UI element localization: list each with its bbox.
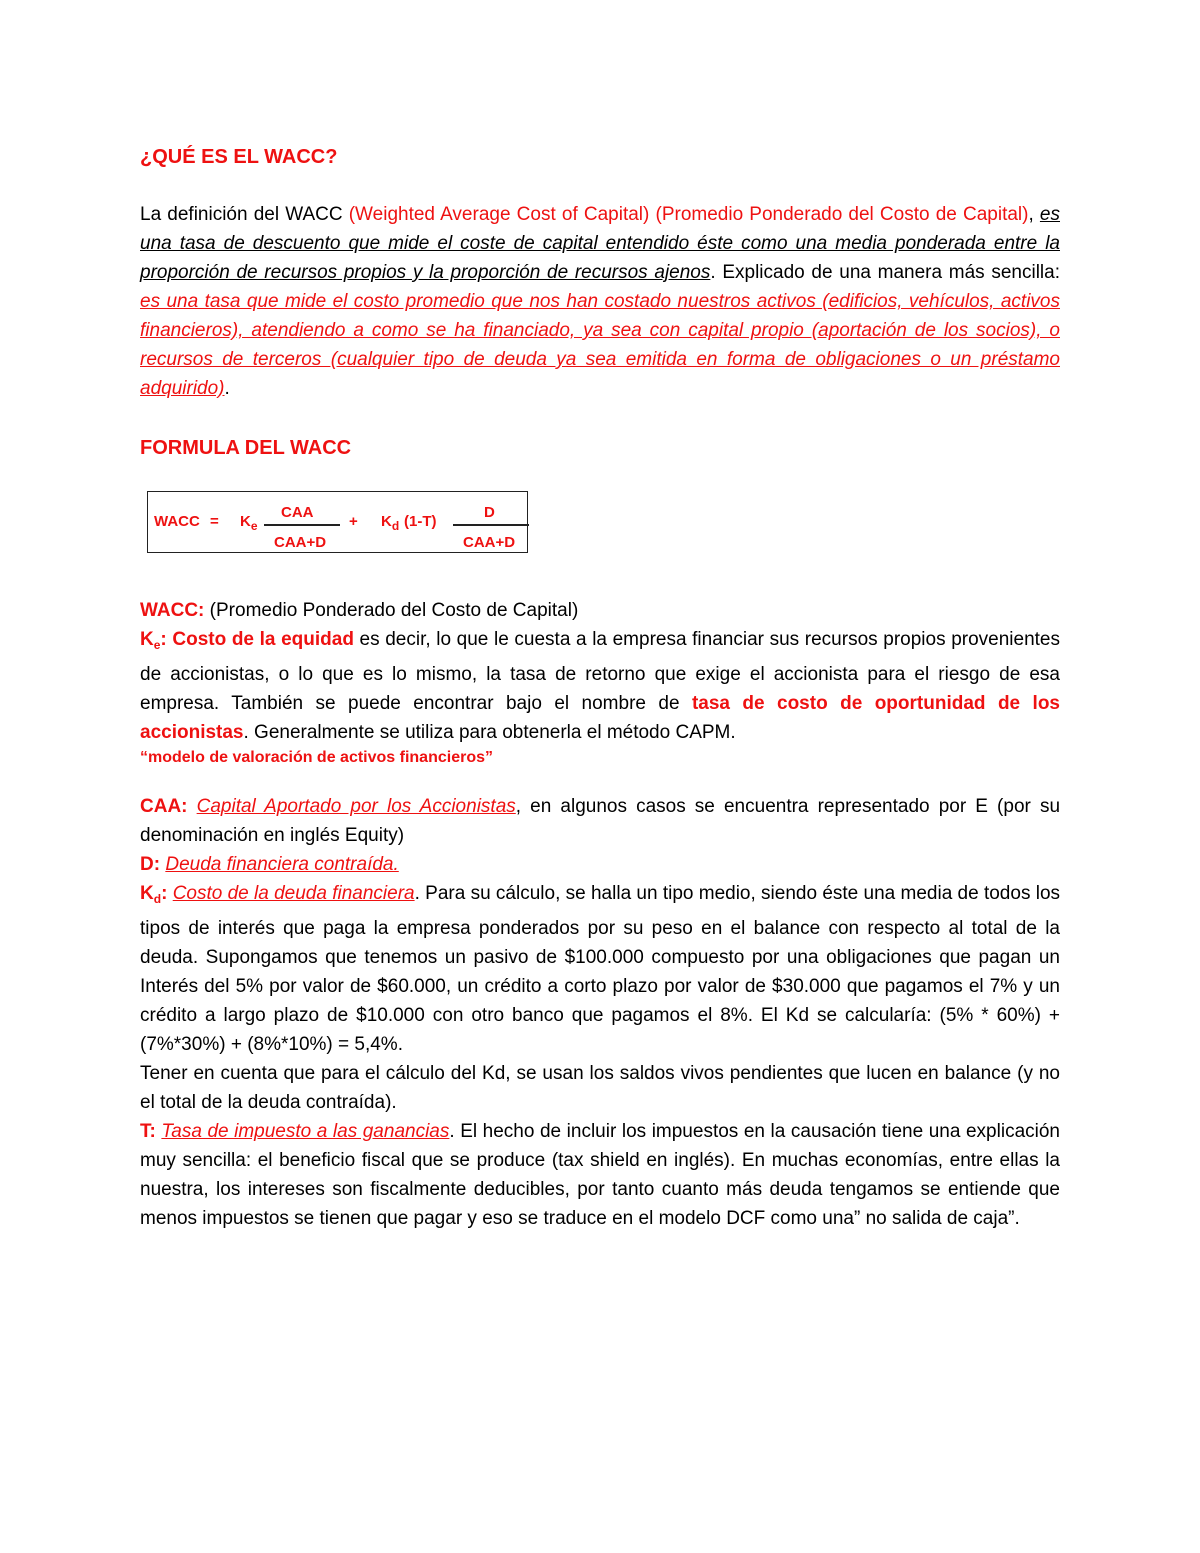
kd-definition: [140, 879, 1060, 1059]
formula-lhs: WACC: [154, 513, 200, 530]
formula-tax-term: (1-T): [404, 513, 437, 530]
formula-heading: FORMULA DEL WACC: [140, 437, 352, 459]
kd-note: Tener en cuenta que para el cálculo del Kd, se usan los saldos vivos pendientes que lucen en balance (y no el total de la deuda contraída).: [140, 1063, 1060, 1113]
wacc-expansion: (Weighted Average Cost of Capital) (Promedio Ponderado del Costo de Capital): [348, 204, 1029, 225]
capm-quote: “modelo de valoración de activos financieros”: [140, 749, 493, 766]
t-label: T:: [140, 1121, 156, 1142]
d-label: D:: [140, 854, 161, 875]
ke-term-2: tasa de costo de oportunidad de los accionistas: [140, 693, 1060, 743]
wacc-formula: [147, 491, 528, 553]
wacc-simple-definition: es una tasa que mide el costo promedio que nos han costado nuestros activos (edificios, vehículos, activos financieros), atendiendo a como se ha financiado, ya sea con capital propio (aportación de los socios), o recursos de terceros (cualquier tipo de deuda ya sea emitida en forma de obligaciones o un préstamo adquirido): [140, 291, 1060, 399]
wacc-definition: es una tasa de descuento que mide el coste de capital entendido éste como una media ponderada entre la proporción de recursos propios y la proporción de recursos ajenos: [140, 204, 1060, 283]
caa-text: , en algunos casos se encuentra representado por E (por su denominación en inglés Equity): [140, 796, 1061, 846]
page-title: ¿QUÉ ES EL WACC?: [140, 146, 338, 168]
d-definition: [140, 850, 1060, 879]
definitions-section-1: [140, 596, 1060, 769]
kd-label: $K_d$:: [140, 883, 168, 906]
t-definition: [140, 1117, 1060, 1233]
ke-label: $K_e$:: [140, 629, 167, 652]
formula-denominator-1: CAA+D: [274, 534, 327, 551]
intro-text-1: La definición del WACC: [140, 204, 349, 225]
formula-plus: +: [349, 513, 358, 530]
wacc-label: WACC:: [140, 600, 205, 621]
wacc-definition-line: [140, 596, 1060, 625]
formula-numerator-d: D: [484, 504, 495, 521]
formula-denominator-2: CAA+D: [463, 534, 516, 551]
kd-text: . Para su cálculo, se halla un tipo medio, siendo éste una media de todos los tipos de interés que paga la empresa ponderados por su peso en el balance con respecto al total de la deuda. Supongamos que tenemos un pasivo de $100.000 compuesto por una obligaciones que pagan un Interés del 5% por valor de $60.000, un crédito a corto plazo por valor de $30.000 que pagamos el 7% y un crédito a largo plazo de $10.000 con otro banco que pagamos el 8%. El Kd se calcularía: (5% * 60%) + (7%*30%) + (8%*10%) = 5,4%.: [140, 883, 1061, 1055]
formula-kd: $K_d$: [381, 513, 400, 533]
caa-definition: [140, 792, 1060, 850]
formula-ke: $K_e$: [240, 513, 258, 533]
caa-term: Capital Aportado por los Accionistas: [196, 796, 516, 817]
fraction-line-1: [264, 524, 340, 526]
fraction-line-2: [453, 524, 529, 526]
t-text: . El hecho de incluir los impuestos en la causación tiene una explicación muy sencilla: el beneficio fiscal que se produce (tax shield en inglés). En muchas economías, entre ellas la nuestra, los intereses son fiscalmente deducibles, por tanto cuanto más deuda tengamos se entiende que menos impuestos se tienen que pagar y eso se traduce en el modelo DCF como una” no salida de caja”.: [140, 1121, 1060, 1229]
ke-definition: [140, 625, 1060, 747]
t-term: Tasa de impuesto a las ganancias: [161, 1121, 450, 1142]
intro-text-5: . Explicado de una manera más sencilla:: [710, 262, 1060, 283]
intro-text-3: ,: [1028, 204, 1040, 225]
ke-term: Costo de la equidad: [166, 629, 354, 650]
formula-numerator-caa: CAA: [281, 504, 314, 521]
d-term: Deuda financiera contraída.: [165, 854, 399, 875]
intro-paragraph: [140, 200, 1060, 403]
kd-term: Costo de la deuda financiera: [172, 883, 415, 904]
formula-equals: =: [210, 513, 219, 530]
definitions-section-2: [140, 792, 1060, 1233]
intro-text-7: .: [224, 378, 230, 399]
caa-label: CAA:: [140, 796, 188, 817]
wacc-label-text: (Promedio Ponderado del Costo de Capital): [204, 600, 579, 621]
ke-text-1: es decir, lo que le cuesta a la empresa financiar sus recursos propios provenientes de accionistas, o lo que es lo mismo, la tasa de retorno que exige el accionista para el riesgo de esa empresa. También se puede encontrar bajo el nombre de: [140, 629, 1060, 714]
ke-text-2: . Generalmente se utiliza para obtenerla el método CAPM.: [243, 722, 736, 743]
